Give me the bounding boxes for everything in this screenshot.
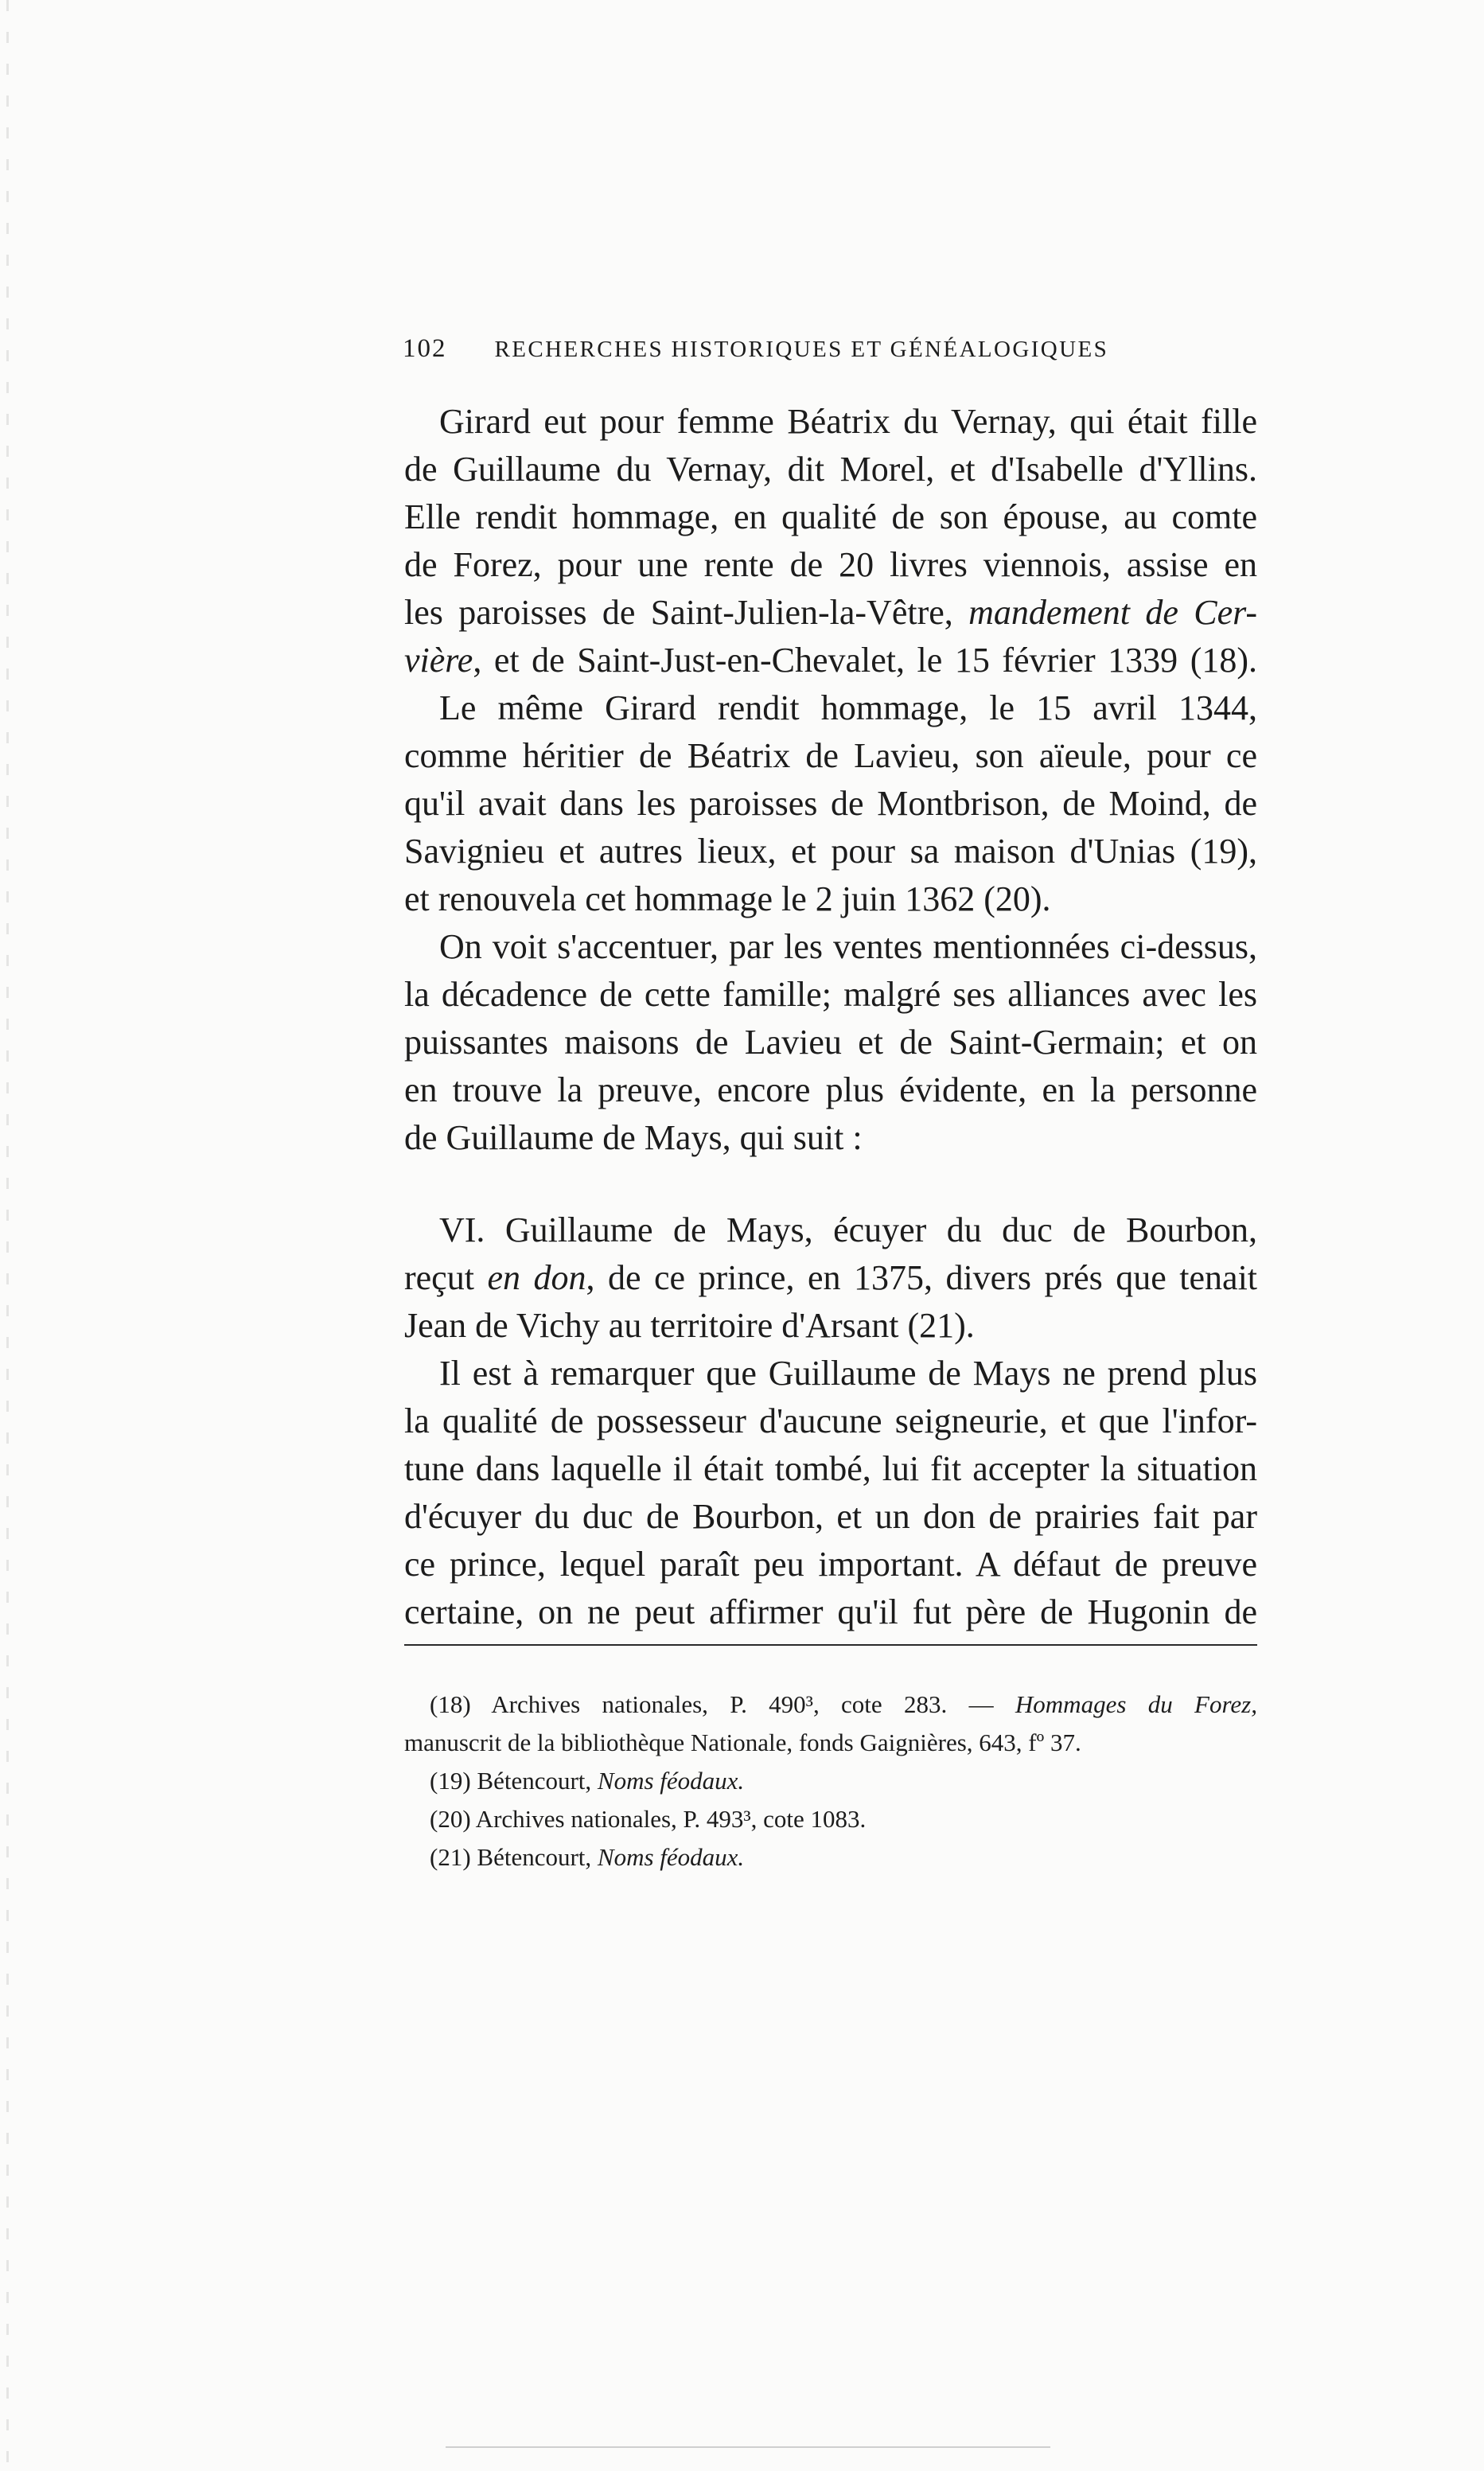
body-line: de Forez, pour une rente de 20 livres viennois, assise en [404,545,1257,584]
body-line: puissantes maisons de Lavieu et de Saint-Germain; et on [404,1023,1257,1062]
footnote-line: (18) Archives nationales, P. 490³, cote 283. — Hommages du Forez, [430,1690,1257,1718]
footnotes [404,1686,1257,1877]
body-line: certaine, on ne peut affirmer qu'il fut père de Hugonin de [404,1592,1257,1631]
body-line: qu'il avait dans les paroisses de Montbrison, de Moind, de [404,784,1257,823]
bottom-rule [446,2446,1050,2448]
body-line: en trouve la preuve, encore plus évidente, en la personne [404,1070,1257,1109]
body-line: la décadence de cette famille; malgré ses alliances avec les [404,975,1257,1014]
body-line: la qualité de possesseur d'aucune seigneurie, et que l'infor- [404,1401,1257,1440]
body-text [404,398,1257,1636]
section-gap [404,1162,1257,1206]
body-line: reçut en don, de ce prince, en 1375, divers prés que tenait [404,1258,1258,1297]
running-title: RECHERCHES HISTORIQUES ET GÉNÉALOGIQUES [494,337,1109,362]
body-line: d'écuyer du duc de Bourbon, et un don de prairies fait par [404,1497,1257,1536]
page-number: 102 [403,334,447,363]
body-line: et renouvela cet hommage le 2 juin 1362 (20). [404,879,1051,918]
body-line: On voit s'accentuer, par les ventes mentionnées ci-dessus, [439,927,1257,966]
body-line: vière, et de Saint-Just-en-Chevalet, le 15 février 1339 (18). [404,641,1257,680]
body-line: comme héritier de Béatrix de Lavieu, son aïeule, pour ce [404,736,1257,775]
footnote-line: (21) Bétencourt, Noms féodaux. [430,1843,745,1871]
body-line: Il est à remarquer que Guillaume de Mays ne prend plus [439,1354,1257,1393]
footnote-line: (20) Archives nationales, P. 493³, cote 1083. [430,1805,867,1833]
body-line: de Guillaume de Mays, qui suit : [404,1118,863,1157]
body-line: les paroisses de Saint-Julien-la-Vêtre, mandement de Cer- [404,593,1257,632]
body-line: de Guillaume du Vernay, dit Morel, et d'Isabelle d'Yllins. [404,450,1257,489]
footnote-line: manuscrit de la bibliothèque Nationale, fonds Gaignières, 643, fº 37. [404,1729,1081,1756]
body-line: tune dans laquelle il était tombé, lui fit accepter la situation [404,1449,1257,1488]
running-head [403,334,1254,372]
body-line: Jean de Vichy au territoire d'Arsant (21). [404,1306,975,1345]
body-line: Elle rendit hommage, en qualité de son épouse, au comte [404,497,1257,536]
body-line: Savignieu et autres lieux, et pour sa maison d'Unias (19), [404,832,1257,871]
body-line: ce prince, lequel paraît peu important. A défaut de preuve [404,1545,1257,1584]
body-line: Girard eut pour femme Béatrix du Vernay, qui était fille [439,402,1257,441]
footnote-line: (19) Bétencourt, Noms féodaux. [430,1767,745,1795]
body-line: VI. Guillaume de Mays, écuyer du duc de Bourbon, [439,1210,1257,1249]
page-edge-shadow [6,0,9,2471]
footnote-rule [404,1644,1257,1646]
body-line: Le même Girard rendit hommage, le 15 avril 1344, [439,688,1257,727]
